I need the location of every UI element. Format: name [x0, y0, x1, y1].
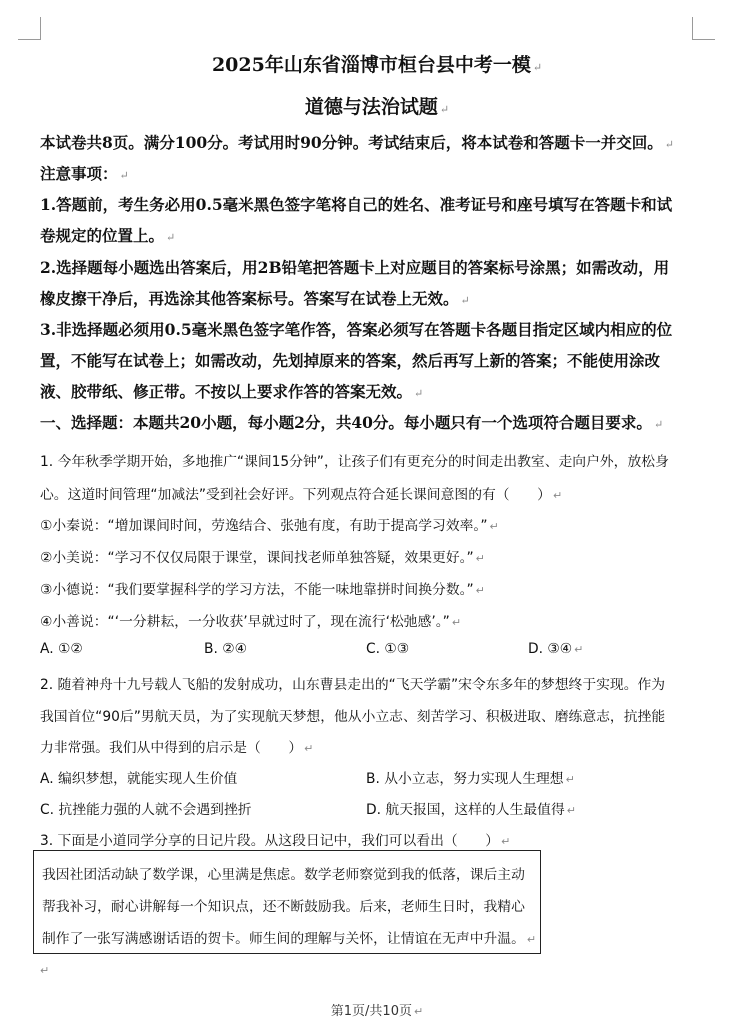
- q1-statement-2: ②小美说：“学习不仅仅局限于课堂，课间找老师单独答疑，效果更好。” ↵: [40, 550, 485, 566]
- q1-option-b: B. ②④: [204, 641, 247, 657]
- q1-line1: 1. 今年秋季学期开始，多地推广“课间15分钟”，让孩子们有更充分的时间走出教室、走向户外，放松身: [40, 454, 669, 470]
- q1-option-c: C. ①③: [366, 641, 410, 657]
- q2-line2: 我国首位“90后”男航天员，为了实现航天梦想，他从小立志、刻苦学习、积极进取、磨练意志，抗挫能: [40, 709, 666, 725]
- q2-option-c: C. 抗挫能力强的人就不会遇到挫折: [40, 802, 252, 818]
- q1-line2: 心。这道时间管理“加减法”受到社会好评。下列观点符合延长课间意图的有（ ） ↵: [40, 487, 563, 503]
- crop-mark-top-right: [692, 17, 715, 40]
- note3-line1: 3.非选择题必须用0.5毫米黑色签字笔作答，答案必须写在答题卡各题目指定区域内相应的位: [40, 320, 673, 339]
- page-footer: 第1页/共10页 ↵: [330, 1004, 424, 1019]
- paragraph-mark: ↵: [40, 964, 50, 977]
- q3-line1: 3. 下面是小道同学分享的日记片段。从这段日记中，我们可以看出（ ） ↵: [40, 833, 511, 849]
- q1-option-d: D. ③④ ↵: [528, 641, 584, 657]
- q1-statement-3: ③小德说：“我们要掌握科学的学习方法，不能一味地靠拼时间换分数。” ↵: [40, 582, 485, 598]
- q2-option-d: D. 航天报国，这样的人生最值得 ↵: [366, 802, 576, 818]
- diary-excerpt-box: [33, 850, 541, 954]
- exam-summary: 本试卷共8页。满分100分。考试用时90分钟。考试结束后，将本试卷和答题卡一并交回。 ↵: [40, 133, 674, 152]
- q1-statement-4: ④小善说：“‘一分耕耘，一分收获’早就过时了，现在流行‘松弛感’。” ↵: [40, 614, 462, 630]
- q2-option-a: A. 编织梦想，就能实现人生价值: [40, 771, 238, 787]
- note3-line3: 液、胶带纸、修正带。不按以上要求作答的答案无效。 ↵: [40, 382, 424, 401]
- diary-line-1: 我因社团活动缺了数学课，心里满是焦虑。数学老师察觉到我的低落，课后主动: [42, 867, 525, 883]
- q1-statement-1: ①小秦说：“增加课间时间，劳逸结合、张弛有度，有助于提高学习效率。” ↵: [40, 518, 499, 534]
- q2-line3: 力非常强。我们从中得到的启示是（ ） ↵: [40, 740, 314, 756]
- note2-line2: 橡皮擦干净后，再选涂其他答案标号。答案写在试卷上无效。 ↵: [40, 289, 470, 308]
- note1-line2: 卷规定的位置上。 ↵: [40, 226, 176, 245]
- note3-line2: 置，不能写在试卷上；如需改动，先划掉原来的答案，然后再写上新的答案；不能使用涂改: [40, 351, 661, 370]
- note1-line1: 1.答题前，考生务必用0.5毫米黑色签字笔将自己的姓名、准考证号和座号填写在答题卡和试: [40, 195, 673, 214]
- q1-option-a: A. ①②: [40, 641, 83, 657]
- diary-line-2: 帮我补习，耐心讲解每一个知识点，还不断鼓励我。后来，老师生日时，我精心: [42, 899, 525, 915]
- exam-title: 2025年山东省淄博市桓台县中考一模 ↵: [211, 54, 543, 76]
- crop-mark-top-left: [18, 17, 41, 40]
- diary-line-3: 制作了一张写满感谢话语的贺卡。师生间的理解与关怀，让情谊在无声中升温。 ↵: [42, 931, 537, 947]
- q2-line1: 2. 随着神舟十九号载人飞船的发射成功，山东曹县走出的“飞天学霸”宋令东多年的梦想终于实现。作为: [40, 677, 666, 693]
- section1-heading: 一、选择题：本题共20小题，每小题2分，共40分。每小题只有一个选项符合题目要求。 ↵: [40, 413, 664, 432]
- exam-subtitle: 道德与法治试题 ↵: [304, 96, 450, 118]
- note2-line1: 2.选择题每小题选出答案后，用2B铅笔把答题卡上对应题目的答案标号涂黑；如需改动，用: [40, 258, 670, 277]
- q2-option-b: B. 从小立志，努力实现人生理想 ↵: [366, 771, 575, 787]
- notice-heading: 注意事项： ↵: [40, 164, 129, 183]
